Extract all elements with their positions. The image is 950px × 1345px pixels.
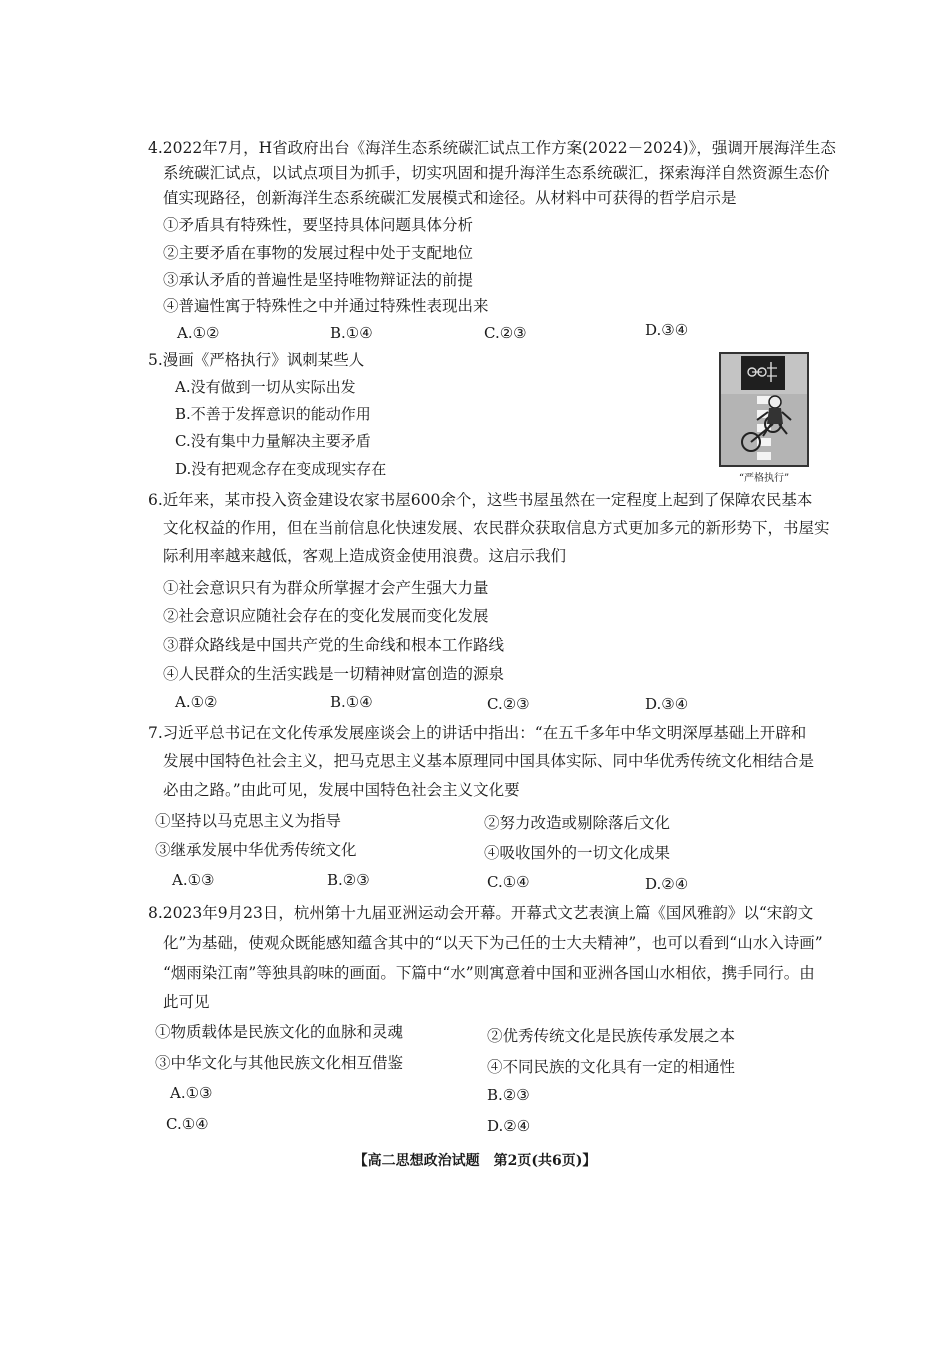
q6-item: ②社会意识应随社会存在的变化发展而变化发展 <box>163 607 489 625</box>
q8-item: ④不同民族的文化具有一定的相通性 <box>487 1058 736 1076</box>
q6-stem-line: 际利用率越来越低，客观上造成资金使用浪费。这启示我们 <box>163 547 567 565</box>
q8-stem-line: 8.2023年9月23日，杭州第十九届亚洲运动会开幕。开幕式文艺表演上篇《国风雅韵》以“宋韵文 <box>148 904 814 922</box>
cartoon-image <box>719 352 809 467</box>
q6-item: ③群众路线是中国共产党的生命线和根本工作路线 <box>163 636 505 654</box>
q7-item: ①坚持以马克思主义为指导 <box>155 812 342 830</box>
cartoon-caption: “严格执行” <box>738 473 790 484</box>
q5-option-a: A.没有做到一切从实际出发 <box>175 378 356 396</box>
q6-option-c: C.②③ <box>487 695 530 713</box>
q8-item: ①物质载体是民族文化的血脉和灵魂 <box>155 1023 404 1041</box>
q7-option-a: A.①③ <box>172 871 215 889</box>
q6-item: ①社会意识只有为群众所掌握才会产生强大力量 <box>163 579 489 597</box>
q4-item: ③承认矛盾的普遍性是坚持唯物辩证法的前提 <box>163 271 474 289</box>
q5-option-c: C.没有集中力量解决主要矛盾 <box>175 432 371 450</box>
q4-option-c: C.②③ <box>484 324 527 342</box>
q8-stem-line: 化”为基础，使观众既能感知蕴含其中的“以天下为己任的士大夫精神”，也可以看到“山水入诗画” <box>163 934 823 952</box>
q4-option-b: B.①④ <box>330 324 373 342</box>
q4-stem-line: 4.2022年7月，H省政府出台《海洋生态系统碳汇试点工作方案(2022－2024)》，强调开展海洋生态 <box>148 139 836 157</box>
q7-option-c: C.①④ <box>487 873 530 891</box>
q8-option-d: D.②④ <box>487 1117 531 1135</box>
q6-option-d: D.③④ <box>645 695 689 713</box>
q7-stem-line: 发展中国特色社会主义，把马克思主义基本原理同中国具体实际、同中华优秀传统文化相结合是 <box>163 752 815 770</box>
q4-stem-line: 值实现路径，创新海洋生态系统碳汇发展模式和途径。从材料中可获得的哲学启示是 <box>163 189 737 207</box>
q7-option-d: D.②④ <box>645 875 689 893</box>
q7-stem-line: 7.习近平总书记在文化传承发展座谈会上的讲话中指出：“在五千多年中华文明深厚基础上开辟和 <box>148 724 807 742</box>
q7-item: ③继承发展中华优秀传统文化 <box>155 841 357 859</box>
q6-stem-line: 6.近年来，某市投入资金建设农家书屋600余个，这些书屋虽然在一定程度上起到了保障农民基本 <box>148 491 813 509</box>
q4-option-a: A.①② <box>177 324 220 342</box>
q8-stem-line: 此可见 <box>163 993 210 1011</box>
q7-stem-line: 必由之路。”由此可见，发展中国特色社会主义文化要 <box>163 781 520 799</box>
q4-item: ②主要矛盾在事物的发展过程中处于支配地位 <box>163 244 474 262</box>
q4-item: ①矛盾具有特殊性，要坚持具体问题具体分析 <box>163 216 474 234</box>
q5-option-d: D.没有把观念存在变成现实存在 <box>175 460 387 478</box>
q7-option-b: B.②③ <box>327 871 370 889</box>
page-footer: 【高二思想政治试题 第2页(共6页)】 <box>353 1153 597 1169</box>
q8-option-a: A.①③ <box>170 1084 213 1102</box>
q4-stem-line: 系统碳汇试点，以试点项目为抓手，切实巩固和提升海洋生态系统碳汇，探索海洋自然资源生态价 <box>163 164 830 182</box>
q6-option-b: B.①④ <box>330 693 373 711</box>
q8-option-c: C.①④ <box>166 1115 209 1133</box>
q8-item: ②优秀传统文化是民族传承发展之本 <box>487 1027 736 1045</box>
cartoon-illustration <box>721 354 807 465</box>
q7-item: ②努力改造或剔除落后文化 <box>484 814 671 832</box>
q6-item: ④人民群众的生活实践是一切精神财富创造的源泉 <box>163 665 505 683</box>
q7-item: ④吸收国外的一切文化成果 <box>484 844 671 862</box>
q4-item: ④普遍性寓于特殊性之中并通过特殊性表现出来 <box>163 297 489 315</box>
q5-option-b: B.不善于发挥意识的能动作用 <box>175 405 371 423</box>
q8-item: ③中华文化与其他民族文化相互借鉴 <box>155 1054 404 1072</box>
q8-option-b: B.②③ <box>487 1086 530 1104</box>
q4-option-d: D.③④ <box>645 321 689 339</box>
q8-stem-line: “烟雨染江南”等独具韵味的画面。下篇中“水”则寓意着中国和亚洲各国山水相依，携手同行。由 <box>163 964 815 982</box>
q5-stem: 5.漫画《严格执行》讽刺某些人 <box>148 351 365 369</box>
q6-option-a: A.①② <box>175 693 218 711</box>
q6-stem-line: 文化权益的作用，但在当前信息化快速发展、农民群众获取信息方式更加多元的新形势下，书屋实 <box>163 519 830 537</box>
